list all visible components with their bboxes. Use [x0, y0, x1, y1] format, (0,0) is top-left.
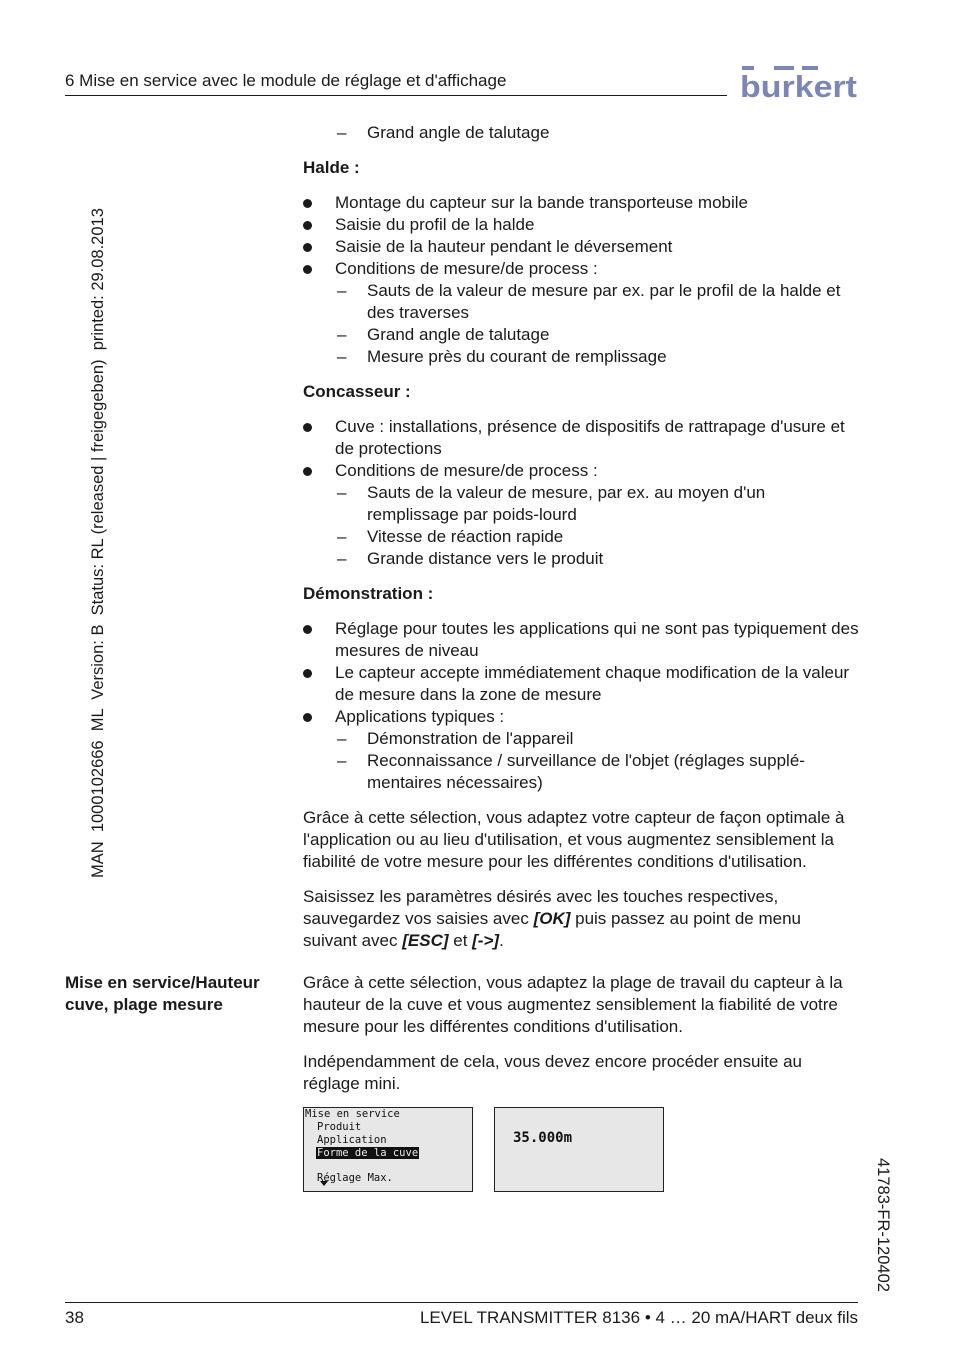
list-sub-item: – Démonstration de l'appareil [337, 729, 574, 748]
lcd-menu-item: Application [317, 1134, 387, 1146]
section-paragraph: Indépendamment de cela, vous devez encore procéder ensuite au réglage mini. [303, 1052, 802, 1093]
paragraph-optimal: Grâce à cette sélection, vous adaptez votre capteur de façon optimale à l'application ou au lieu d'utilisation, et vous augmentez sensiblement la fiabilité de votre mesure pour les différentes conditions d'utilisation. [303, 808, 845, 871]
list-item: Saisie du profil de la halde [303, 214, 859, 236]
lcd-menu-item: Réglage Max. [317, 1172, 393, 1184]
heading-demonstration: Démonstration : [303, 584, 434, 603]
chapter-title: 6 Mise en service avec le module de réglage et d'affichage [65, 71, 507, 90]
lcd-menu-display [303, 1107, 473, 1192]
section-label: Mise en service/Hauteur cuve, plage mesure [65, 973, 260, 1014]
bullet-icon [303, 199, 312, 208]
section-paragraph: Grâce à cette sélection, vous adaptez la plage de travail du capteur à la hauteur de la cuve et vous augmentez sensiblement la fiabilité de votre mesure pour les différentes conditions d'utilisation. [303, 973, 843, 1036]
document-code: 41783-FR-120402 [874, 1158, 892, 1292]
bullet-icon [303, 243, 312, 252]
list-item: Conditions de mesure/de process : [303, 460, 859, 482]
bullet-icon [303, 221, 312, 230]
footer-title: LEVEL TRANSMITTER 8136 • 4 … 20 mA/HART deux fils [419, 1308, 858, 1327]
key-esc: [ESC] [402, 931, 449, 950]
list-item: Conditions de mesure/de process : [303, 258, 859, 280]
lcd-menu-title: Mise en service [305, 1108, 400, 1120]
list-sub-item: – Grande distance vers le produit [337, 549, 604, 568]
list-item: Montage du capteur sur la bande transporteuse mobile [303, 192, 859, 214]
heading-halde: Halde : [303, 158, 360, 177]
header-rule [65, 95, 727, 96]
key-ok: [OK] [533, 909, 571, 928]
bullet-icon [303, 467, 312, 476]
heading-concasseur: Concasseur : [303, 382, 411, 401]
list-sub-item: – Grand angle de talutage [337, 325, 550, 344]
list-sub-item: – Mesure près du courant de remplissage [337, 347, 667, 366]
section-content [303, 972, 859, 1095]
burkert-logo [740, 64, 858, 100]
list-sub-item: – Sauts de la valeur de mesure par ex. par le profil de la halde et des traverses [337, 281, 841, 322]
paragraph-keys: Saisissez les paramètres désirés avec les touches respectives, sauvegardez vos saisies avec [OK] puis passez au point de menu suivant avec [ESC] et [->]. [303, 887, 801, 950]
bullet-icon [303, 423, 312, 432]
bullet-icon [303, 713, 312, 722]
list-sub-item: – Vitesse de réaction rapide [337, 527, 564, 546]
svg-text:burkert: burkert [740, 69, 857, 100]
document-status-note: MAN 1000102666 ML Version: B Status: RL (released | freigegeben) printed: 29.08.2013 [89, 208, 107, 878]
list-sub-item: – Grand angle de talutage [337, 123, 550, 142]
list-item: Saisie de la hauteur pendant le déversement [303, 236, 859, 258]
lcd-value: 35.000m [513, 1130, 573, 1146]
lcd-menu-item-selected: Forme de la cuve [317, 1147, 419, 1159]
triangle-down-icon [320, 1181, 328, 1186]
list-item: Cuve : installations, présence de dispositifs de rattrapage d'usure et de protections [303, 416, 859, 460]
lcd-menu-item: Produit [317, 1121, 362, 1133]
list-sub-item: – Sauts de la valeur de mesure, par ex. au moyen d'un remplissage par poids-lourd [337, 483, 766, 524]
page-number: 38 [65, 1308, 84, 1327]
list-item: Le capteur accepte immédiatement chaque modification de la valeur de mesure dans la zone de mesure [303, 662, 859, 706]
main-content [303, 122, 859, 952]
key-arrow: [->] [472, 931, 500, 950]
bullet-icon [303, 265, 312, 274]
footer-rule [65, 1302, 858, 1303]
list-item: Applications typiques : [303, 706, 859, 728]
bullet-icon [303, 625, 312, 634]
bullet-icon [303, 669, 312, 678]
list-sub-item: – Reconnaissance / surveillance de l'objet (réglages supplé-mentaires nécessaires) [337, 751, 805, 792]
list-item: Réglage pour toutes les applications qui ne sont pas typiquement des mesures de niveau [303, 618, 859, 662]
lcd-value-display [494, 1107, 664, 1192]
